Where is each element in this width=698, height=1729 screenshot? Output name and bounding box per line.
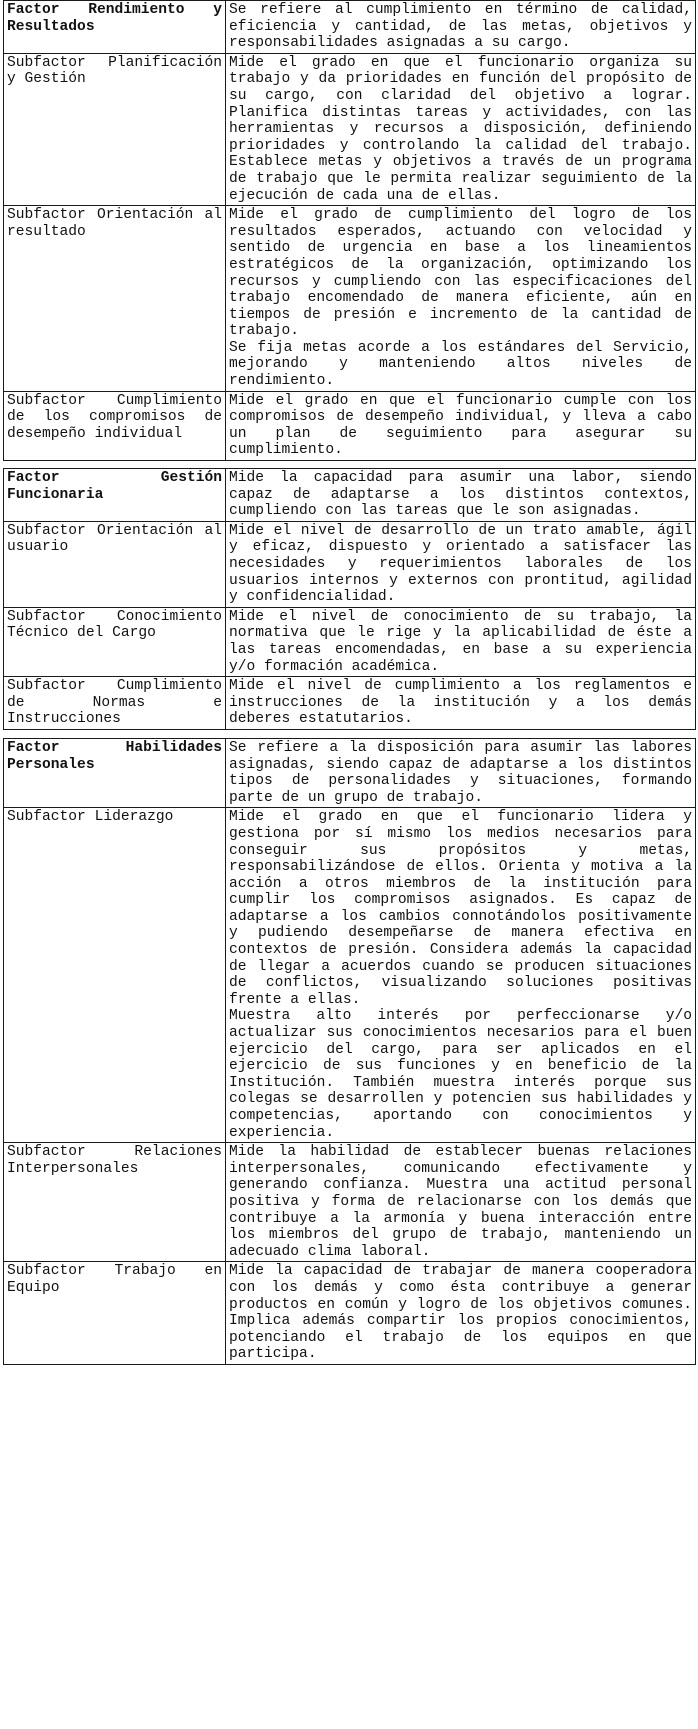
description-paragraph: Mide el grado en que el funcionario organiza su trabajo y da prioridades en función del propósito de su cargo, con claridad del objetivo a lograr. Planifica distintas tareas y actividades, con las herramientas y recursos a disposición, definiendo prioridades y controlando la calidad del trabajo. Establece metas y objetivos a través de un programa de trabajo que le permita realizar seguimiento de la ejecución de cada una de ellas. <box>229 54 692 204</box>
description-paragraph: Mide el grado en que el funcionario lidera y gestiona por sí mismo los medios necesarios para conseguir sus propósitos y metas, responsabilizándose de ellos. Orienta y motiva a la acción a otros miembros de la institución para cumplir los compromisos asignados. Es capaz de adaptarse a los cambios connotándolos positivamente y pudiendo desempeñarse de manera efectiva en contextos de presión. Considera además la capacidad de llegar a acuerdos cuando se producen situaciones de conflictos, visualizando soluciones positivas frente a ellas. <box>229 809 692 1008</box>
subfactor-row <box>4 1143 696 1262</box>
description-paragraph: Mide el nivel de cumplimiento a los reglamentos e instrucciones de la institución y a los demás deberes estatutarios. <box>229 678 692 728</box>
description-paragraph: Mide la capacidad para asumir una labor, siendo capaz de adaptarse a los distintos contextos, cumpliendo con las tareas que le son asignadas. <box>229 470 692 520</box>
factor-table-gestion <box>3 468 696 730</box>
subfactor-name: Subfactor Orientación al resultado <box>4 206 226 392</box>
subfactor-row <box>4 677 696 730</box>
description-paragraph: Muestra alto interés por perfeccionarse y/o actualizar sus conocimientos necesarios para el buen ejercicio del cargo, para ser aplicados en el ejercicio de sus funciones y en beneficio de la Institución. También muestra interés porque sus colegas se desarrollen y potencien sus habilidades y competencias, aportando con conocimientos y experiencia. <box>229 1008 692 1141</box>
subfactor-name: Subfactor Planificación y Gestión <box>4 53 226 205</box>
description-paragraph: Mide el nivel de desarrollo de un trato amable, ágil y eficaz, dispuesto y orientado a satisfacer las necesidades y requerimientos laborales de los usuarios internos y externos con prontitud, agilidad y confidencialidad. <box>229 522 692 606</box>
subfactor-row <box>4 391 696 460</box>
subfactor-description <box>226 607 696 676</box>
description-paragraph: Se refiere al cumplimiento en término de calidad, eficiencia y cantidad, de las metas, objetivos y responsabilidades asignadas a su cargo. <box>229 2 692 52</box>
subfactor-name: Subfactor Trabajo en Equipo <box>4 1262 226 1365</box>
factor-row <box>4 469 696 522</box>
subfactor-description <box>226 521 696 607</box>
subfactor-name: Subfactor Orientación al usuario <box>4 521 226 607</box>
subfactor-description <box>226 677 696 730</box>
subfactor-name: Subfactor Cumplimiento de Normas e Instrucciones <box>4 677 226 730</box>
factor-table-habilidades <box>3 738 696 1365</box>
factor-description <box>226 738 696 807</box>
factor-row <box>4 1 696 54</box>
subfactor-name: Subfactor Liderazgo <box>4 808 226 1143</box>
subfactor-row <box>4 206 696 392</box>
factor-row <box>4 738 696 807</box>
factor-name: Factor Rendimiento y Resultados <box>4 1 226 54</box>
subfactor-description <box>226 206 696 392</box>
subfactor-row <box>4 521 696 607</box>
subfactor-name: Subfactor Conocimiento Técnico del Cargo <box>4 607 226 676</box>
subfactor-description <box>226 1262 696 1365</box>
description-paragraph: Mide el nivel de conocimiento de su trabajo, la normativa que le rige y la aplicabilidad de éste a las tareas encomendadas, en base a su experiencia y/o formación académica. <box>229 608 692 675</box>
factor-description <box>226 1 696 54</box>
description-paragraph: Mide la habilidad de establecer buenas relaciones interpersonales, comunicando efectivamente y generando confianza. Muestra una actitud personal positiva y forma de relacionarse con los demás que contribuye a la armonía y buena interacción entre los miembros del grupo de trabajo, manteniendo un adecuado clima laboral. <box>229 1144 692 1260</box>
evaluation-factors-document <box>3 0 695 1365</box>
description-paragraph: Mide la capacidad de trabajar de manera cooperadora con los demás y como ésta contribuye a generar productos en común y logro de los objetivos comunes. Implica además compartir los propios conocimientos, potenciando el trabajo de los equipos en que participa. <box>229 1263 692 1363</box>
subfactor-description <box>226 1143 696 1262</box>
factor-name: Factor Gestión Funcionaria <box>4 469 226 522</box>
subfactor-row <box>4 607 696 676</box>
description-paragraph: Mide el grado de cumplimiento del logro de los resultados esperados, actuando con velocidad y sentido de urgencia en base a los lineamientos estratégicos de la organización, optimizando los recursos y cumpliendo con las especificaciones del trabajo encomendado de manera eficiente, aún en tiempos de presión e incremento de la cantidad de trabajo. <box>229 207 692 340</box>
factor-table-rendimiento <box>3 0 696 461</box>
subfactor-row <box>4 1262 696 1365</box>
subfactor-name: Subfactor Cumplimiento de los compromisos de desempeño individual <box>4 391 226 460</box>
subfactor-name: Subfactor Relaciones Interpersonales <box>4 1143 226 1262</box>
subfactor-row <box>4 53 696 205</box>
subfactor-description <box>226 53 696 205</box>
subfactor-description <box>226 808 696 1143</box>
subfactor-description <box>226 391 696 460</box>
description-paragraph: Mide el grado en que el funcionario cumple con los compromisos de desempeño individual, y lleva a cabo un plan de seguimiento para asegurar su cumplimiento. <box>229 392 692 459</box>
factor-description <box>226 469 696 522</box>
factor-name: Factor Habilidades Personales <box>4 738 226 807</box>
subfactor-row <box>4 808 696 1143</box>
description-paragraph: Se fija metas acorde a los estándares del Servicio, mejorando y manteniendo altos niveles de rendimiento. <box>229 339 692 390</box>
description-paragraph: Se refiere a la disposición para asumir las labores asignadas, siendo capaz de adaptarse a los distintos tipos de personalidades y situaciones, formando parte de un grupo de trabajo. <box>229 739 692 806</box>
